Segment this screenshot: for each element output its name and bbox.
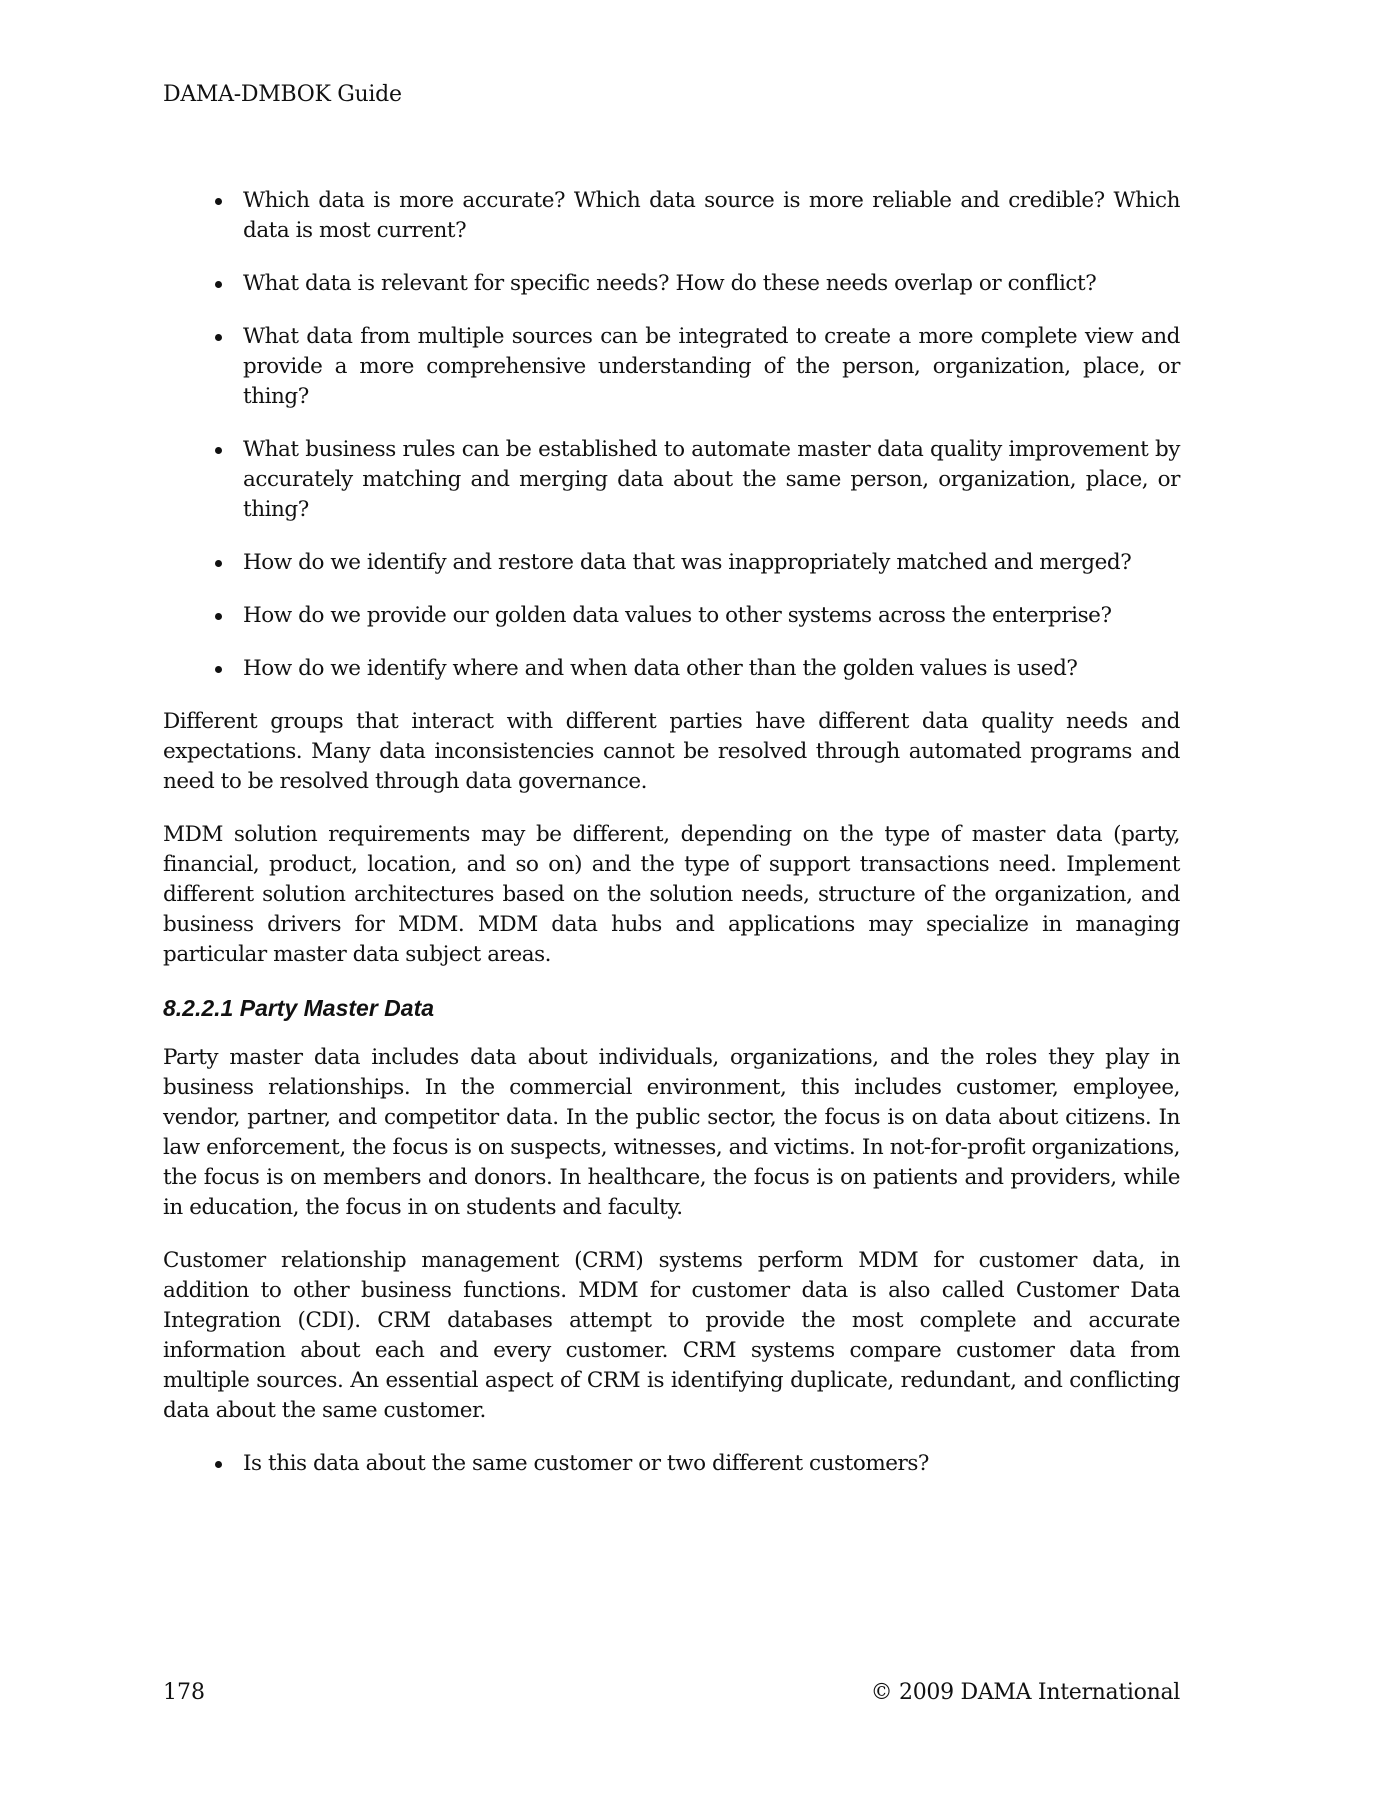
list-item bbox=[163, 548, 1180, 578]
list-item-text: How do we identify where and when data other than the golden values is used? bbox=[243, 656, 1078, 681]
list-item bbox=[163, 601, 1180, 631]
section-heading: 8.2.2.1 Party Master Data bbox=[163, 995, 435, 1021]
list-item bbox=[163, 1449, 1180, 1479]
list-item-text: How do we provide our golden data values to other systems across the enterprise? bbox=[243, 603, 1112, 628]
bullet-icon bbox=[215, 1461, 222, 1468]
bullet-icon bbox=[215, 447, 222, 454]
list-item bbox=[163, 654, 1180, 684]
list-item bbox=[163, 269, 1180, 299]
list-item-text: Which data is more accurate? Which data source is more reliable and credible? Which data is most current? bbox=[243, 188, 1180, 243]
bullet-icon bbox=[215, 281, 222, 288]
page-number: 178 bbox=[163, 1680, 205, 1705]
paragraph-crm: Customer relationship management (CRM) systems perform MDM for customer data, in addition to other business functions. MDM for customer data is also called Customer Data Integration (CDI). CRM databases attempt to provide the most complete and accurate information about each and every customer. CRM systems compare customer data from multiple sources. An essential aspect of CRM is identifying duplicate, redundant, and conflicting data about the same customer. bbox=[163, 1248, 1180, 1423]
list-item-text: How do we identify and restore data that was inappropriately matched and merged? bbox=[243, 550, 1132, 575]
paragraph-party-master-data: Party master data includes data about individuals, organizations, and the roles they play in business relationships. In the commercial environment, this includes customer, employee, vendor, partner, and competitor data. In the public sector, the focus is on data about citizens. In law enforcement, the focus is on suspects, witnesses, and victims. In not-for-profit organizations, the focus is on members and donors. In healthcare, the focus is on patients and providers, while in education, the focus in on students and faculty. bbox=[163, 1045, 1180, 1220]
bullet-icon bbox=[215, 666, 222, 673]
paragraph-data-quality-needs: Different groups that interact with different parties have different data quality needs and expectations. Many data inconsistencies cannot be resolved through automated programs and need to be resolved through data governance. bbox=[163, 709, 1180, 794]
bullet-icon bbox=[215, 334, 222, 341]
bullet-icon bbox=[215, 560, 222, 567]
bullet-icon bbox=[215, 198, 222, 205]
list-item bbox=[163, 322, 1180, 412]
running-header: DAMA-DMBOK Guide bbox=[163, 82, 402, 107]
copyright-notice: © 2009 DAMA International bbox=[870, 1680, 1180, 1705]
list-item-text: Is this data about the same customer or two different customers? bbox=[243, 1451, 930, 1476]
list-item-text: What data from multiple sources can be integrated to create a more complete view and provide a more comprehensive understanding of the person, organization, place, or thing? bbox=[243, 324, 1180, 409]
list-item-text: What business rules can be established to automate master data quality improvement by accurately matching and merging data about the same person, organization, place, or thing? bbox=[243, 437, 1180, 522]
list-item bbox=[163, 186, 1180, 246]
list-item bbox=[163, 435, 1180, 525]
list-item-text: What data is relevant for specific needs? How do these needs overlap or conflict? bbox=[243, 271, 1097, 296]
paragraph-mdm-solution-requirements: MDM solution requirements may be different, depending on the type of master data (party, financial, product, location, and so on) and the type of support transactions need. Implement different solution architectures based on the solution needs, structure of the organization, and business drivers for MDM. MDM data hubs and applications may specialize in managing particular master data subject areas. bbox=[163, 822, 1180, 967]
bullet-icon bbox=[215, 613, 222, 620]
question-list bbox=[163, 186, 1180, 684]
customer-question-list bbox=[163, 1449, 1180, 1479]
page-content bbox=[163, 186, 1180, 1502]
